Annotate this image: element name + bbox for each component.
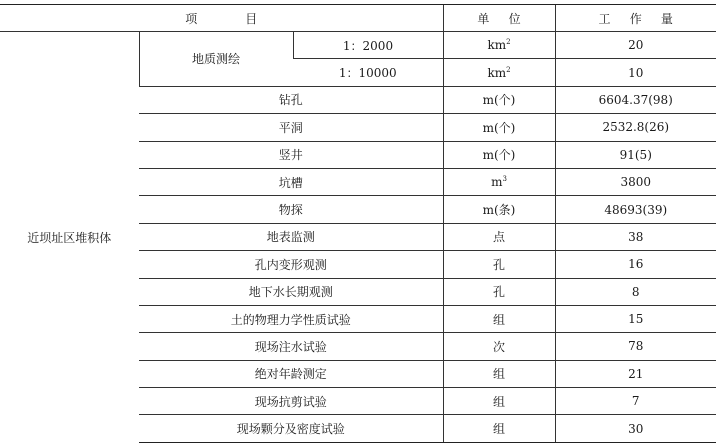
workload-table xyxy=(0,4,716,443)
item-cell: 现场抗剪试验 xyxy=(139,388,443,415)
item-cell: 地下水长期观测 xyxy=(139,278,443,305)
unit-cell: 次 xyxy=(443,333,555,360)
unit-cell: $km^2$ xyxy=(443,32,555,59)
header-row xyxy=(0,5,716,32)
value-cell: 21 xyxy=(555,360,716,387)
value-cell: 30 xyxy=(555,415,716,442)
item-cell: 孔内变形观测 xyxy=(139,251,443,278)
table-row xyxy=(0,32,716,59)
value-cell: 6604.37(98) xyxy=(555,86,716,113)
unit-cell: 孔 xyxy=(443,251,555,278)
value-cell: 8 xyxy=(555,278,716,305)
header-item: 项目 xyxy=(0,5,443,32)
item-cell: 土的物理力学性质试验 xyxy=(139,305,443,332)
unit-cell: 组 xyxy=(443,305,555,332)
item-cell: 钻孔 xyxy=(139,86,443,113)
mapping-label: 地质测绘 xyxy=(139,32,293,87)
unit-cell: m(个) xyxy=(443,114,555,141)
value-cell: 20 xyxy=(555,32,716,59)
item-cell: 物探 xyxy=(139,196,443,223)
value-cell: 2532.8(26) xyxy=(555,114,716,141)
scale-cell: 1：2000 xyxy=(293,32,443,59)
value-cell: 7 xyxy=(555,388,716,415)
item-cell: 绝对年龄测定 xyxy=(139,360,443,387)
unit-cell: 组 xyxy=(443,388,555,415)
unit-cell: 组 xyxy=(443,360,555,387)
item-cell: 平洞 xyxy=(139,114,443,141)
unit-cell: m(个) xyxy=(443,141,555,168)
value-cell: 10 xyxy=(555,59,716,86)
unit-cell: 孔 xyxy=(443,278,555,305)
item-cell: 现场颗分及密度试验 xyxy=(139,415,443,442)
value-cell: 78 xyxy=(555,333,716,360)
unit-cell: 点 xyxy=(443,223,555,250)
item-cell: 地表监测 xyxy=(139,223,443,250)
unit-cell: $m^3$ xyxy=(443,168,555,195)
unit-cell: m(条) xyxy=(443,196,555,223)
value-cell: 91(5) xyxy=(555,141,716,168)
value-cell: 15 xyxy=(555,305,716,332)
item-cell: 现场注水试验 xyxy=(139,333,443,360)
value-cell: 38 xyxy=(555,223,716,250)
unit-cell: m(个) xyxy=(443,86,555,113)
item-cell: 坑槽 xyxy=(139,168,443,195)
value-cell: 3800 xyxy=(555,168,716,195)
value-cell: 16 xyxy=(555,251,716,278)
scale-cell: 1：10000 xyxy=(293,59,443,86)
header-unit: 单位 xyxy=(443,5,555,32)
region-cell: 近坝址区堆积体 xyxy=(0,32,139,443)
value-cell: 48693(39) xyxy=(555,196,716,223)
item-cell: 竖井 xyxy=(139,141,443,168)
unit-cell: 组 xyxy=(443,415,555,442)
unit-cell: $km^2$ xyxy=(443,59,555,86)
header-workload: 工作量 xyxy=(555,5,716,32)
